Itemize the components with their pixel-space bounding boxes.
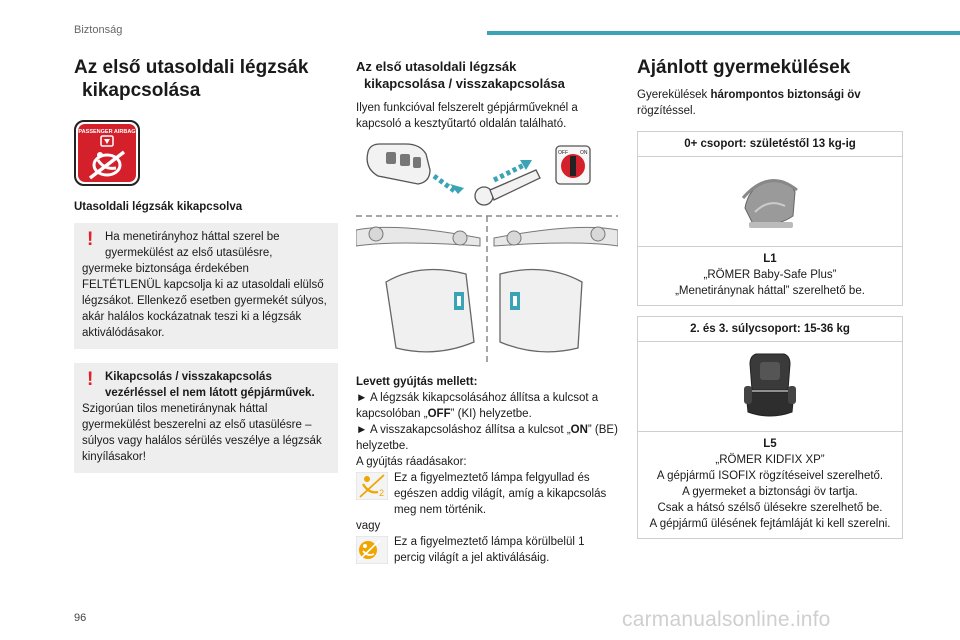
seat-table-group0 [637, 131, 903, 306]
warning-exclamation-icon: ! [87, 229, 94, 250]
column-airbag-deactivation [74, 56, 338, 473]
car-key-icon [367, 144, 430, 184]
or-separator: vagy [356, 520, 381, 532]
seat-code: L1 [763, 253, 777, 265]
table-description-cell [638, 247, 902, 305]
key-switch-illustration [356, 142, 618, 364]
seat-line: „RÖMER KIDFIX XP” [715, 454, 825, 466]
section-title-switch [356, 58, 618, 92]
section-title-airbag-off [74, 56, 338, 102]
airbag-on-warning-lamp-icon [356, 536, 388, 564]
warning-exclamation-icon: ! [87, 369, 94, 390]
dashboard-left-view [356, 227, 480, 352]
warning-text: Szigorúan tilos menetiránynak háttal gyermekülést beszerelni az első utasülésre – súlyos vagy halálos sérülés veszélye a légzsák kinyílásakor! [82, 403, 322, 463]
title-line: Az első utasoldali légzsák [356, 59, 517, 74]
warning-text: gyermeke biztonsága érdekében FELTÉTLENÜL kapcsolja ki az utasoldali elülső légzsákot. Ellenkező esetben gyermekét súlyos, akár halálos kockázatnak teszi ki a légzsák aktiválódásakor. [82, 263, 327, 339]
title-line: Az első utasoldali légzsák [74, 57, 309, 78]
warning-box-no-switch [74, 363, 338, 473]
svg-text:2: 2 [379, 488, 385, 498]
header-accent-bar [487, 31, 960, 35]
table-header: 0+ csoport: születéstől 13 kg-ig [638, 132, 902, 157]
title-line: kikapcsolása [82, 80, 201, 101]
seat-line: A gépjármű ülésének fejtámláját ki kell szerelni. [649, 518, 891, 530]
airbag-off-warning-lamp-icon [356, 472, 388, 500]
column-airbag-switch [356, 58, 618, 566]
table-image-cell [638, 157, 902, 247]
recommended-seats-intro: Gyerekülések hárompontos biztonsági öv rögzítéssel. [637, 89, 861, 117]
seat-line: A gyermeket a biztonsági öv tartja. [682, 486, 858, 498]
lamp-off-description: 2 Ez a figyelmeztető lámpa felgyullad és egészen addig világít, amíg a kikapcsolás meg nem történik. [356, 470, 618, 518]
baby-seat-icon [735, 168, 805, 236]
title-line: kikapcsolása / visszakapcsolása [364, 76, 565, 91]
passenger-airbag-off-icon [74, 120, 140, 186]
dashboard-right-view [494, 227, 618, 352]
ignition-off-heading: Levett gyújtás mellett: [356, 376, 478, 388]
section-title-recommended-seats: Ajánlott gyermekülések [637, 57, 851, 78]
seat-code: L5 [763, 438, 777, 450]
warning-text-line: gyermekülést az első utasülésre, [105, 247, 273, 259]
switch-label-off: OFF [558, 150, 568, 156]
warning-heading-line: Kikapcsolás / visszakapcsolás [105, 371, 272, 383]
airbag-key-switch-icon [556, 146, 590, 184]
seat-line: Csak a hátsó szélső ülésekre szerelhető be. [657, 502, 883, 514]
seat-line: „RÖMER Baby-Safe Plus” [703, 269, 837, 281]
column-recommended-seats [637, 56, 903, 539]
step-reactivate: ► A visszakapcsoláshoz állítsa a kulcsot „ON” (BE) helyzetbe. [356, 424, 618, 452]
airbag-off-subheading: Utasoldali légzsák kikapcsolva [74, 201, 243, 213]
table-image-cell [638, 342, 902, 432]
switch-location-text: Ilyen funkcióval felszerelt gépjárműveknél a kapcsoló a kesztyűtartó oldalán található. [356, 102, 578, 130]
seat-table-group23 [637, 316, 903, 539]
warning-box-rear-facing [74, 223, 338, 349]
lamp-on-description: Ez a figyelmeztető lámpa körülbelül 1 percig világít a jel aktiválásáig. [356, 534, 618, 566]
switch-label-on: ON [580, 150, 588, 156]
seat-line: „Menetiránynak háttal” szerelhető be. [675, 285, 865, 297]
icon-label-text: PASSENGER AIRBAG [78, 129, 136, 135]
table-description-cell [638, 432, 902, 538]
section-label: Biztonság [74, 24, 123, 36]
seat-line: A gépjármű ISOFIX rögzítéseivel szerelhető. [656, 470, 884, 482]
booster-seat-icon [742, 350, 798, 424]
warning-heading-line: vezérléssel el nem látott gépjárművek. [105, 387, 315, 399]
ignition-on-heading: A gyújtás ráadásakor: [356, 456, 467, 468]
page-number: 96 [74, 612, 87, 624]
step-deactivate: ► A légzsák kikapcsolásához állítsa a kulcsot a kapcsolóban „OFF” (KI) helyzetbe. [356, 392, 599, 420]
watermark-text: carmanualsonline.info [622, 608, 831, 631]
table-header: 2. és 3. súlycsoport: 15-36 kg [638, 317, 902, 342]
warning-text-line: Ha menetirányhoz háttal szerel be [105, 231, 280, 243]
